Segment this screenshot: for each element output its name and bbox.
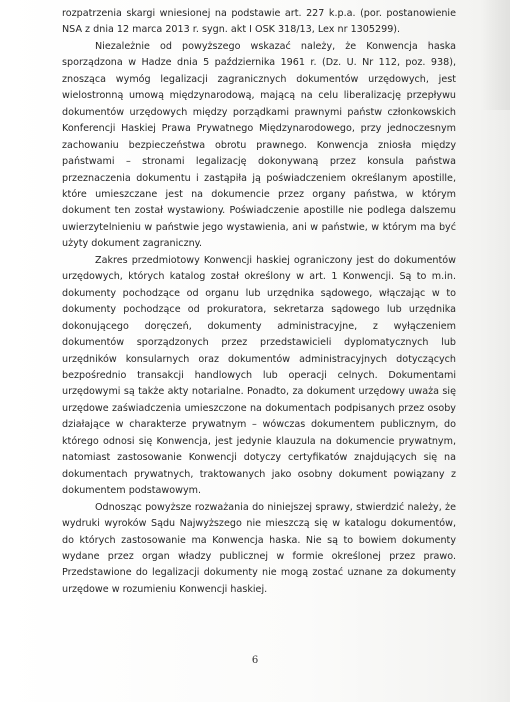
page-number: 6 xyxy=(251,655,259,666)
page-edge-shadow xyxy=(482,0,510,110)
paragraph-conclusion: Odnosząc powyższe rozważania do niniejszej sprawy, stwierdzić należy, że wydruki wyroków Sądu Najwyższego nie mieszczą się w katalogu dokumentów, do których zastosowanie ma Konwencja haska. Nie są to bowiem dokumenty wydane przez organ władzy publicznej w formie określonej przez prawo. Przedstawione do legalizacji dokumenty nie mogą zostać uznane za dokumenty urzędowe w rozumieniu Konwencji haskiej. xyxy=(62,501,456,595)
document-body xyxy=(62,6,456,598)
paragraph-scope: Zakres przedmiotowy Konwencji haskiej ograniczony jest do dokumentów urzędowych, których katalog został określony w art. 1 Konwencji. Są to m.in. dokumenty pochodzące od organu lub urzędnika sądowego, włączając w to dokumenty pochodzące od prokuratora, sekretarza sądowego lub urzędnika dokonującego doręczeń, dokumenty administracyjne, z wyłączeniem dokumentów sporządzonych przez przedstawicieli dyplomatycznych lub urzędników konsularnych oraz dokumentów administracyjnych dotyczących bezpośrednio transakcji handlowych lub operacji celnych. Dokumentami urzędowymi są także akty notarialne. Ponadto, za dokument urzędowy uważa się urzędowe zaświadczenia umieszczone na dokumentach podpisanych przez osoby działające w charakterze prywatnym – wówczas dokumentem publicznym, do którego odnosi się Konwencja, jest jedynie klauzula na dokumencie prywatnym, natomiast zastosowanie Konwencji dotyczy certyfikatów znajdujących się na dokumentach prywatnych, traktowanych jako osobny dokument powiązany z dokumentem podstawowym. xyxy=(62,254,456,497)
paragraph-continuation: rozpatrzenia skargi wniesionej na podstawie art. 227 k.p.a. (por. postanowienie NSA z dnia 12 marca 2013 r. sygn. akt I OSK 318/13, Lex nr 1305299). xyxy=(62,8,456,36)
paragraph-hague-convention: Niezależnie od powyższego wskazać należy, że Konwencja haska sporządzona w Hadze dnia 5 października 1961 r. (Dz. U. Nr 112, poz. 938), znosząca wymóg legalizacji zagranicznych dokumentów urzędowych, jest wielostronną umową międzynarodową, mającą na celu liberalizację przepływu dokumentów urzędowych między porządkami prawnymi państw członkowskich Konferencji Haskiej Prawa Prywatnego Międzynarodowego, przy jednoczesnym zachowaniu bezpieczeństwa obrotu prawnego. Konwencja zniosła między państwami – stronami legalizację dokonywaną przez konsula państwa przeznaczenia dokumentu i zastąpiła ją poświadczeniem określanym apostille, które umieszczane jest na dokumencie przez organy państwa, w którym dokument ten został wystawiony. Poświadczenie apostille nie podlega dalszemu uwierzytelnieniu w państwie jego wystawienia, ani w państwie, w którym ma być użyty dokument zagraniczny. xyxy=(62,40,456,250)
